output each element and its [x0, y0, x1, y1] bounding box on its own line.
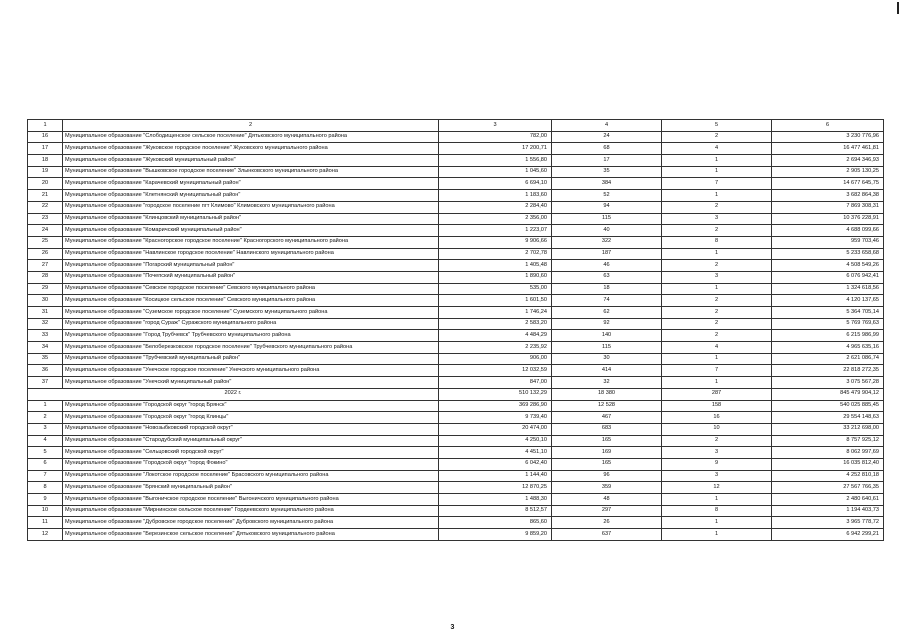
cell-pop: 297 [552, 505, 662, 517]
cell-st: 1 [662, 517, 772, 529]
cell-area: 12 032,59 [439, 365, 552, 377]
table-row [28, 330, 884, 342]
cell-no: 12 [28, 529, 63, 541]
cell-area: 6 042,40 [439, 458, 552, 470]
cell-st: 1 [662, 283, 772, 295]
table-row [28, 283, 884, 295]
table-row [28, 225, 884, 237]
cell-no: 10 [28, 505, 63, 517]
cell-st: 4 [662, 342, 772, 354]
cell-st: 8 [662, 505, 772, 517]
cell-area: 12 870,25 [439, 482, 552, 494]
cell-name: Муниципальное образование "Красногорское городское поселение" Красногорского муниципального района [63, 236, 439, 248]
cell-name: Муниципальное образование "Жуковское городское поселение" Жуковского муниципального района [63, 143, 439, 155]
cell-sum: 4 965 635,16 [772, 342, 884, 354]
cell-name: Муниципальное образование "Брянский муниципальный район" [63, 482, 439, 494]
cell-st: 1 [662, 494, 772, 506]
cell-no: 19 [28, 166, 63, 178]
cell-st: 4 [662, 143, 772, 155]
cell-name: Муниципальное образование "город Сураж" Суражского муниципального района [63, 318, 439, 330]
cell-name: Муниципальное образование "Комаричский муниципальный район" [63, 225, 439, 237]
cell-no: 27 [28, 260, 63, 272]
cell-area: 1 890,60 [439, 271, 552, 283]
cell-name: Муниципальное образование "Навлинское городское поселение" Навлинского муниципального района [63, 248, 439, 260]
cell-sum: 6 076 942,41 [772, 271, 884, 283]
cell-no: 6 [28, 458, 63, 470]
cell-st: 3 [662, 271, 772, 283]
cell-sum: 6 215 986,99 [772, 330, 884, 342]
cell-area: 1 405,48 [439, 260, 552, 272]
cell-name: Муниципальное образование "Дубровское городское поселение" Дубровского муниципального района [63, 517, 439, 529]
cell-pop: 140 [552, 330, 662, 342]
table-row [28, 190, 884, 202]
cell-area: 906,00 [439, 353, 552, 365]
cell-area: 369 286,90 [439, 400, 552, 412]
cell-sum: 3 230 776,96 [772, 131, 884, 143]
cell-no: 32 [28, 318, 63, 330]
table-row [28, 295, 884, 307]
table-row [28, 494, 884, 506]
table-row [28, 482, 884, 494]
cell-sum: 29 554 148,63 [772, 412, 884, 424]
cell-st: 2 [662, 295, 772, 307]
cell-st: 2 [662, 435, 772, 447]
cell-name: Муниципальное образование "Погарский муниципальный район" [63, 260, 439, 272]
cell-st: 1 [662, 529, 772, 541]
cell-name: Муниципальное образование "Суземское городское поселение" Суземского муниципального района [63, 307, 439, 319]
cell-name: Муниципальное образование "Стародубский муниципальный округ" [63, 435, 439, 447]
cell-name: Муниципальное образование "Унечский муниципальный район" [63, 377, 439, 389]
header-cell: 6 [772, 120, 884, 132]
cell-pop: 115 [552, 213, 662, 225]
table-row [28, 271, 884, 283]
cell-name: Муниципальное образование "Городской округ "город Брянск" [63, 400, 439, 412]
cell-sum: 14 677 645,75 [772, 178, 884, 190]
cell-no: 20 [28, 178, 63, 190]
cell-pop: 384 [552, 178, 662, 190]
cell-no: 17 [28, 143, 63, 155]
table-row [28, 155, 884, 167]
cell-name: Муниципальное образование "Вышковское городское поселение" Злынковского муниципального района [63, 166, 439, 178]
cell-sum: 8 062 997,69 [772, 447, 884, 459]
cell-st: 12 [662, 482, 772, 494]
cell-st: 7 [662, 365, 772, 377]
cell-st: 1 [662, 166, 772, 178]
cell-no: 25 [28, 236, 63, 248]
cell-sum: 4 688 099,66 [772, 225, 884, 237]
cell-no: 3 [28, 423, 63, 435]
cell-sum: 16 035 812,40 [772, 458, 884, 470]
cell-name: Муниципальное образование "Городской округ "город Фокино" [63, 458, 439, 470]
cell-area: 2 702,78 [439, 248, 552, 260]
cell-pop: 115 [552, 342, 662, 354]
cell-st: 9 [662, 458, 772, 470]
cell-pop: 52 [552, 190, 662, 202]
cell-sum: 8 757 925,12 [772, 435, 884, 447]
cell-sum: 2 480 640,61 [772, 494, 884, 506]
cell-pop: 467 [552, 412, 662, 424]
cell-pop: 165 [552, 435, 662, 447]
cell-name: Муниципальное образование "Березинское сельское поселение" Дятьковского муниципального района [63, 529, 439, 541]
header-row [28, 120, 884, 132]
cell-st: 1 [662, 155, 772, 167]
cell-no: 18 [28, 155, 63, 167]
table-row [28, 423, 884, 435]
table-row [28, 236, 884, 248]
year-label: 2022 г. [28, 388, 439, 400]
cell-pop: 32 [552, 377, 662, 389]
table-row [28, 166, 884, 178]
cell-pop: 322 [552, 236, 662, 248]
cell-name: Муниципальное образование "городское поселение пгт Климово" Климовского муниципального района [63, 201, 439, 213]
cell-name: Муниципальное образование "Белоберезковское городское поселение" Трубчевского муниципального района [63, 342, 439, 354]
cell-pop: 48 [552, 494, 662, 506]
cell-name: Муниципальное образование "Унечское городское поселение" Унечского муниципального района [63, 365, 439, 377]
cell-sum: 5 233 658,68 [772, 248, 884, 260]
cell-st: 2 [662, 201, 772, 213]
cell-no: 28 [28, 271, 63, 283]
cell-sum: 5 364 705,14 [772, 307, 884, 319]
cell-no: 8 [28, 482, 63, 494]
cell-area: 782,00 [439, 131, 552, 143]
cell-st: 2 [662, 131, 772, 143]
cell-area: 865,60 [439, 517, 552, 529]
cell-area: 1 556,80 [439, 155, 552, 167]
cell-area: 2 235,92 [439, 342, 552, 354]
year-total-area: 510 132,29 [439, 388, 552, 400]
cell-pop: 96 [552, 470, 662, 482]
table-row [28, 365, 884, 377]
cell-st: 1 [662, 377, 772, 389]
cell-sum: 3 965 778,72 [772, 517, 884, 529]
cell-pop: 30 [552, 353, 662, 365]
cell-pop: 26 [552, 517, 662, 529]
cell-name: Муниципальное образование "Городской округ "город Клинцы" [63, 412, 439, 424]
cell-st: 16 [662, 412, 772, 424]
table-row [28, 260, 884, 272]
table-row [28, 248, 884, 260]
year-total-st: 287 [662, 388, 772, 400]
cell-area: 6 694,10 [439, 178, 552, 190]
cell-name: Муниципальное образование "Слободищенское сельское поселение" Дятьковского муниципального района [63, 131, 439, 143]
cell-area: 1 601,50 [439, 295, 552, 307]
cell-area: 2 583,20 [439, 318, 552, 330]
cell-sum: 5 769 769,63 [772, 318, 884, 330]
cell-no: 4 [28, 435, 63, 447]
cell-name: Муниципальное образование "Сельцовский городской округ" [63, 447, 439, 459]
cell-area: 20 474,00 [439, 423, 552, 435]
cell-no: 30 [28, 295, 63, 307]
cell-name: Муниципальное образование "Севское городское поселение" Севского муниципального района [63, 283, 439, 295]
cell-name: Муниципальное образование "Трубчевский муниципальный район" [63, 353, 439, 365]
table-row [28, 529, 884, 541]
cell-area: 2 356,00 [439, 213, 552, 225]
cell-st: 8 [662, 236, 772, 248]
cell-area: 9 859,20 [439, 529, 552, 541]
cell-sum: 4 120 137,65 [772, 295, 884, 307]
cell-area: 4 451,10 [439, 447, 552, 459]
cell-pop: 187 [552, 248, 662, 260]
cell-no: 33 [28, 330, 63, 342]
cell-area: 17 200,71 [439, 143, 552, 155]
cell-area: 2 284,40 [439, 201, 552, 213]
cell-sum: 1 324 618,56 [772, 283, 884, 295]
cell-area: 1 746,24 [439, 307, 552, 319]
cell-name: Муниципальное образование "Новозыбковский городской округ" [63, 423, 439, 435]
cell-no: 7 [28, 470, 63, 482]
cell-st: 2 [662, 225, 772, 237]
cell-st: 7 [662, 178, 772, 190]
cell-pop: 17 [552, 155, 662, 167]
cell-area: 1 223,07 [439, 225, 552, 237]
cell-st: 1 [662, 190, 772, 202]
cell-pop: 68 [552, 143, 662, 155]
cell-area: 4 484,29 [439, 330, 552, 342]
cell-no: 26 [28, 248, 63, 260]
cell-sum: 2 621 086,74 [772, 353, 884, 365]
cell-st: 3 [662, 447, 772, 459]
cell-pop: 12 528 [552, 400, 662, 412]
header-cell: 2 [63, 120, 439, 132]
cell-sum: 33 212 698,00 [772, 423, 884, 435]
cell-st: 2 [662, 330, 772, 342]
cell-name: Муниципальное образование "Мирнинское сельское поселение" Гордеевского муниципального района [63, 505, 439, 517]
table-row [28, 517, 884, 529]
cell-sum: 4 508 549,26 [772, 260, 884, 272]
cell-sum: 540 025 885,45 [772, 400, 884, 412]
cell-area: 1 144,40 [439, 470, 552, 482]
cell-pop: 683 [552, 423, 662, 435]
cell-no: 36 [28, 365, 63, 377]
cell-area: 1 183,60 [439, 190, 552, 202]
table-row [28, 447, 884, 459]
cell-name: Муниципальное образование "Жуковский муниципальный район" [63, 155, 439, 167]
cell-pop: 359 [552, 482, 662, 494]
table-row [28, 470, 884, 482]
table-row [28, 353, 884, 365]
table-row [28, 400, 884, 412]
cell-pop: 62 [552, 307, 662, 319]
cell-st: 158 [662, 400, 772, 412]
table-row [28, 377, 884, 389]
cell-pop: 35 [552, 166, 662, 178]
cell-st: 2 [662, 318, 772, 330]
cell-sum: 10 376 228,91 [772, 213, 884, 225]
table-row [28, 318, 884, 330]
cell-name: Муниципальное образование "Почепский муниципальный район" [63, 271, 439, 283]
cell-pop: 18 [552, 283, 662, 295]
table-row [28, 435, 884, 447]
cell-sum: 3 075 567,28 [772, 377, 884, 389]
year-total-pop: 18 380 [552, 388, 662, 400]
year-total-sum: 845 479 904,12 [772, 388, 884, 400]
cell-pop: 414 [552, 365, 662, 377]
cell-st: 10 [662, 423, 772, 435]
cell-no: 23 [28, 213, 63, 225]
table-row [28, 458, 884, 470]
cell-area: 1 488,30 [439, 494, 552, 506]
cell-no: 21 [28, 190, 63, 202]
cell-sum: 7 869 308,31 [772, 201, 884, 213]
cell-sum: 22 818 272,35 [772, 365, 884, 377]
cell-name: Муниципальное образование "Город Трубчевск" Трубчевского муниципального района [63, 330, 439, 342]
table-row [28, 201, 884, 213]
cell-pop: 92 [552, 318, 662, 330]
cell-no: 2 [28, 412, 63, 424]
cell-no: 22 [28, 201, 63, 213]
cell-pop: 74 [552, 295, 662, 307]
cell-name: Муниципальное образование "Клетнянский муниципальный район" [63, 190, 439, 202]
cell-sum: 4 252 810,18 [772, 470, 884, 482]
cell-no: 29 [28, 283, 63, 295]
cell-no: 24 [28, 225, 63, 237]
cell-st: 2 [662, 260, 772, 272]
cell-no: 31 [28, 307, 63, 319]
cell-st: 3 [662, 470, 772, 482]
header-cell: 4 [552, 120, 662, 132]
cell-st: 1 [662, 353, 772, 365]
cell-pop: 94 [552, 201, 662, 213]
cell-no: 9 [28, 494, 63, 506]
cell-sum: 2 905 130,25 [772, 166, 884, 178]
cell-area: 9 906,66 [439, 236, 552, 248]
cell-name: Муниципальное образование "Клинцовский муниципальный район" [63, 213, 439, 225]
table-row [28, 342, 884, 354]
cell-no: 35 [28, 353, 63, 365]
table-row [28, 178, 884, 190]
data-table [27, 119, 884, 541]
cell-area: 4 250,10 [439, 435, 552, 447]
table-row [28, 412, 884, 424]
cell-name: Муниципальное образование "Карачевский муниципальный район" [63, 178, 439, 190]
header-cell: 1 [28, 120, 63, 132]
table-body [28, 120, 884, 541]
cell-pop: 46 [552, 260, 662, 272]
cell-no: 34 [28, 342, 63, 354]
cell-pop: 63 [552, 271, 662, 283]
cell-st: 2 [662, 307, 772, 319]
cell-sum: 16 477 461,81 [772, 143, 884, 155]
table-row [28, 213, 884, 225]
year-total-row [28, 388, 884, 400]
cell-pop: 169 [552, 447, 662, 459]
cell-sum: 27 567 766,35 [772, 482, 884, 494]
cell-pop: 165 [552, 458, 662, 470]
cell-no: 37 [28, 377, 63, 389]
table-row [28, 505, 884, 517]
cell-sum: 1 194 403,73 [772, 505, 884, 517]
cell-sum: 3 682 864,38 [772, 190, 884, 202]
cell-st: 1 [662, 248, 772, 260]
cell-st: 3 [662, 213, 772, 225]
page-number: 3 [450, 624, 455, 631]
cell-no: 16 [28, 131, 63, 143]
cell-pop: 637 [552, 529, 662, 541]
cell-area: 1 045,60 [439, 166, 552, 178]
cell-no: 5 [28, 447, 63, 459]
cell-sum: 6 942 299,21 [772, 529, 884, 541]
cell-area: 847,00 [439, 377, 552, 389]
cell-area: 9 739,40 [439, 412, 552, 424]
header-cell: 3 [439, 120, 552, 132]
table-row [28, 143, 884, 155]
cell-no: 11 [28, 517, 63, 529]
page-edge-mark [897, 2, 899, 14]
cell-area: 535,00 [439, 283, 552, 295]
cell-pop: 40 [552, 225, 662, 237]
cell-name: Муниципальное образование "Выгоничское городское поселение" Выгоничского муниципального района [63, 494, 439, 506]
cell-no: 1 [28, 400, 63, 412]
cell-name: Муниципальное образование "Косицкое сельское поселение" Севского муниципального района [63, 295, 439, 307]
table-row [28, 307, 884, 319]
table-row [28, 131, 884, 143]
cell-pop: 24 [552, 131, 662, 143]
cell-area: 8 512,57 [439, 505, 552, 517]
cell-name: Муниципальное образование "Локотское городское поселение" Брасовского муниципального района [63, 470, 439, 482]
cell-sum: 2 694 346,93 [772, 155, 884, 167]
cell-sum: 959 703,46 [772, 236, 884, 248]
header-cell: 5 [662, 120, 772, 132]
